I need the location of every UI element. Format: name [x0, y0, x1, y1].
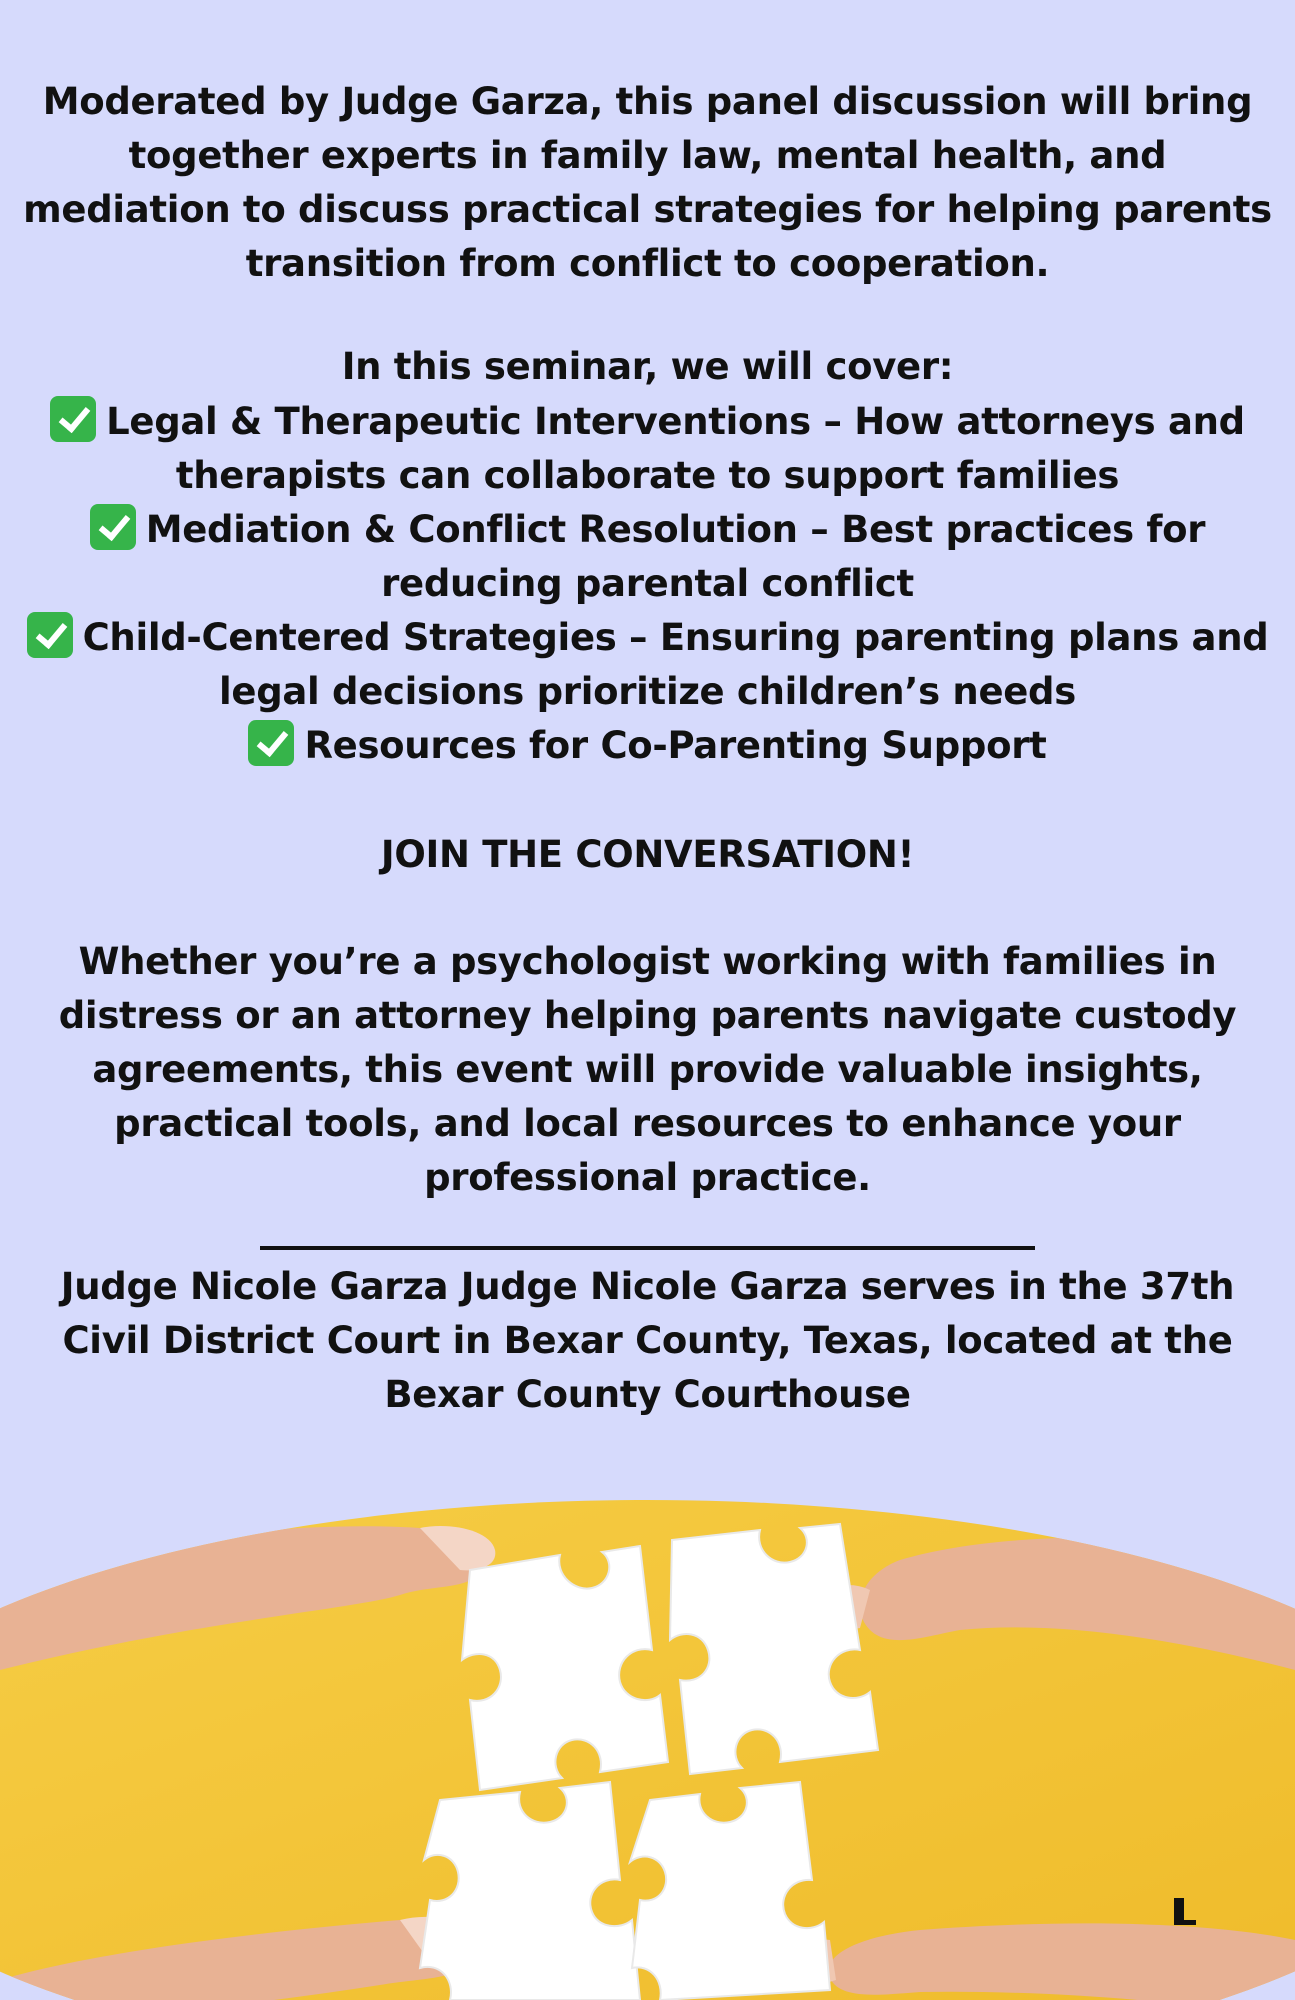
puzzle-hands-illustration	[0, 1500, 1295, 2000]
topic-item	[20, 719, 1275, 773]
page-number-mark	[1168, 1894, 1198, 1928]
intro-paragraph: Moderated by Judge Garza, this panel discussion will bring together experts in family law, mental health, and mediation to discuss practical strategies for helping parents transition from conflict to cooperation.	[23, 80, 1272, 285]
call-to-action: JOIN THE CONVERSATION!	[380, 833, 915, 876]
check-mark-button-icon	[50, 396, 96, 442]
topic-list	[20, 395, 1275, 773]
check-mark-button-icon	[90, 504, 136, 550]
judge-bio: Judge Nicole Garza Judge Nicole Garza serves in the 37th Civil District Court in Bexar County, Texas, located at the Bexar County Courthouse	[60, 1265, 1235, 1416]
topic-item	[20, 395, 1275, 503]
check-mark-button-icon	[248, 720, 294, 766]
topic-text: Resources for Co-Parenting Support	[304, 724, 1047, 767]
divider-line	[260, 1246, 1035, 1250]
audience-paragraph: Whether you’re a psychologist working with families in distress or an attorney helping parents navigate custody agreements, this event will provide valuable insights, practical tools, and local resources to enhance your professional practice.	[58, 940, 1237, 1199]
topic-item	[20, 503, 1275, 611]
topic-text: Child-Centered Strategies – Ensuring parenting plans and legal decisions prioritize children’s needs	[82, 616, 1269, 713]
seminar-cover-heading: In this seminar, we will cover:	[341, 345, 954, 388]
topic-text: Mediation & Conflict Resolution – Best practices for reducing parental conflict	[145, 508, 1206, 605]
topic-item	[20, 611, 1275, 719]
check-mark-button-icon	[27, 612, 73, 658]
topic-text: Legal & Therapeutic Interventions – How attorneys and therapists can collaborate to support families	[106, 400, 1245, 497]
